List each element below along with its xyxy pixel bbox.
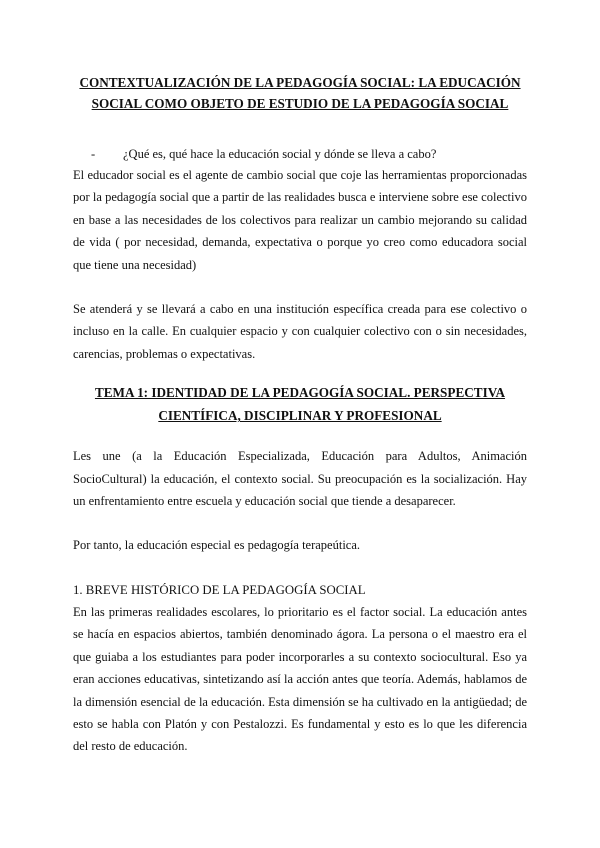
bullet-marker: - [91,147,96,161]
section-1-title: 1. BREVE HISTÓRICO DE LA PEDAGOGÍA SOCIAL [73,582,366,597]
paragraph-historico: En las primeras realidades escolares, lo prioritario es el factor social. La educación antes se hacía en espacios abiertos, también denominado ágora. La persona o el maestro era el que guiaba a los estudiantes para poder incorporarles a su contexto sociocultural. Eso ya eran acciones educativas, sintetizando así la acción antes que teoría. Además, hablamos de la dimensión esencial de la educación. Esta dimensión se ha cultivado en la antigüedad; de esto se habla con Platón y con Pestalozzi. Es fundamental y esto es lo que les diferencia del resto de educación. [73,604,527,754]
paragraph-por-tanto: Por tanto, la educación especial es pedagogía terapeútica. [73,538,361,553]
tema-1-heading [73,381,527,427]
document-title [73,72,527,114]
paragraph-educador-social: El educador social es el agente de cambio social que coje las herramientas proporcionadas por la pedagogía social que a partir de las realidades busca e interviene sobre ese colectivo en base a las necesidades de los colectivos para realizar un cambio mejorando su calidad de vida ( por necesidad, demanda, expectativa o porque yo creo como educadora social que tiene una necesidad) [73,168,527,272]
title-line-2: SOCIAL COMO OBJETO DE ESTUDIO DE LA PEDAGOGÍA SOCIAL [91,96,509,111]
paragraph-les-une: Les une (a la Educación Especializada, Educación para Adultos, Animación SocioCultural) la educación, el contexto social. Su preocupación es la socialización. Hay un enfrentamiento entre escuela y educación social que tiende a desaparecer. [73,449,527,509]
title-line-1: CONTEXTUALIZACIÓN DE LA PEDAGOGÍA SOCIAL: LA EDUCACIÓN [79,75,521,90]
tema-heading-line-2: CIENTÍFICA, DISCIPLINAR Y PROFESIONAL [158,408,442,424]
paragraph-institucion: Se atenderá y se llevará a cabo en una institución específica creada para ese colectivo o incluso en la calle. En cualquier espacio y con cualquier colectivo con o sin necesidades, carencias, problemas o expectativas. [73,302,527,361]
bullet-question-text: ¿Qué es, qué hace la educación social y dónde se lleva a cabo? [123,147,437,161]
bullet-question [73,144,527,164]
tema-heading-line-1: TEMA 1: IDENTIDAD DE LA PEDAGOGÍA SOCIAL. PERSPECTIVA [94,385,506,401]
